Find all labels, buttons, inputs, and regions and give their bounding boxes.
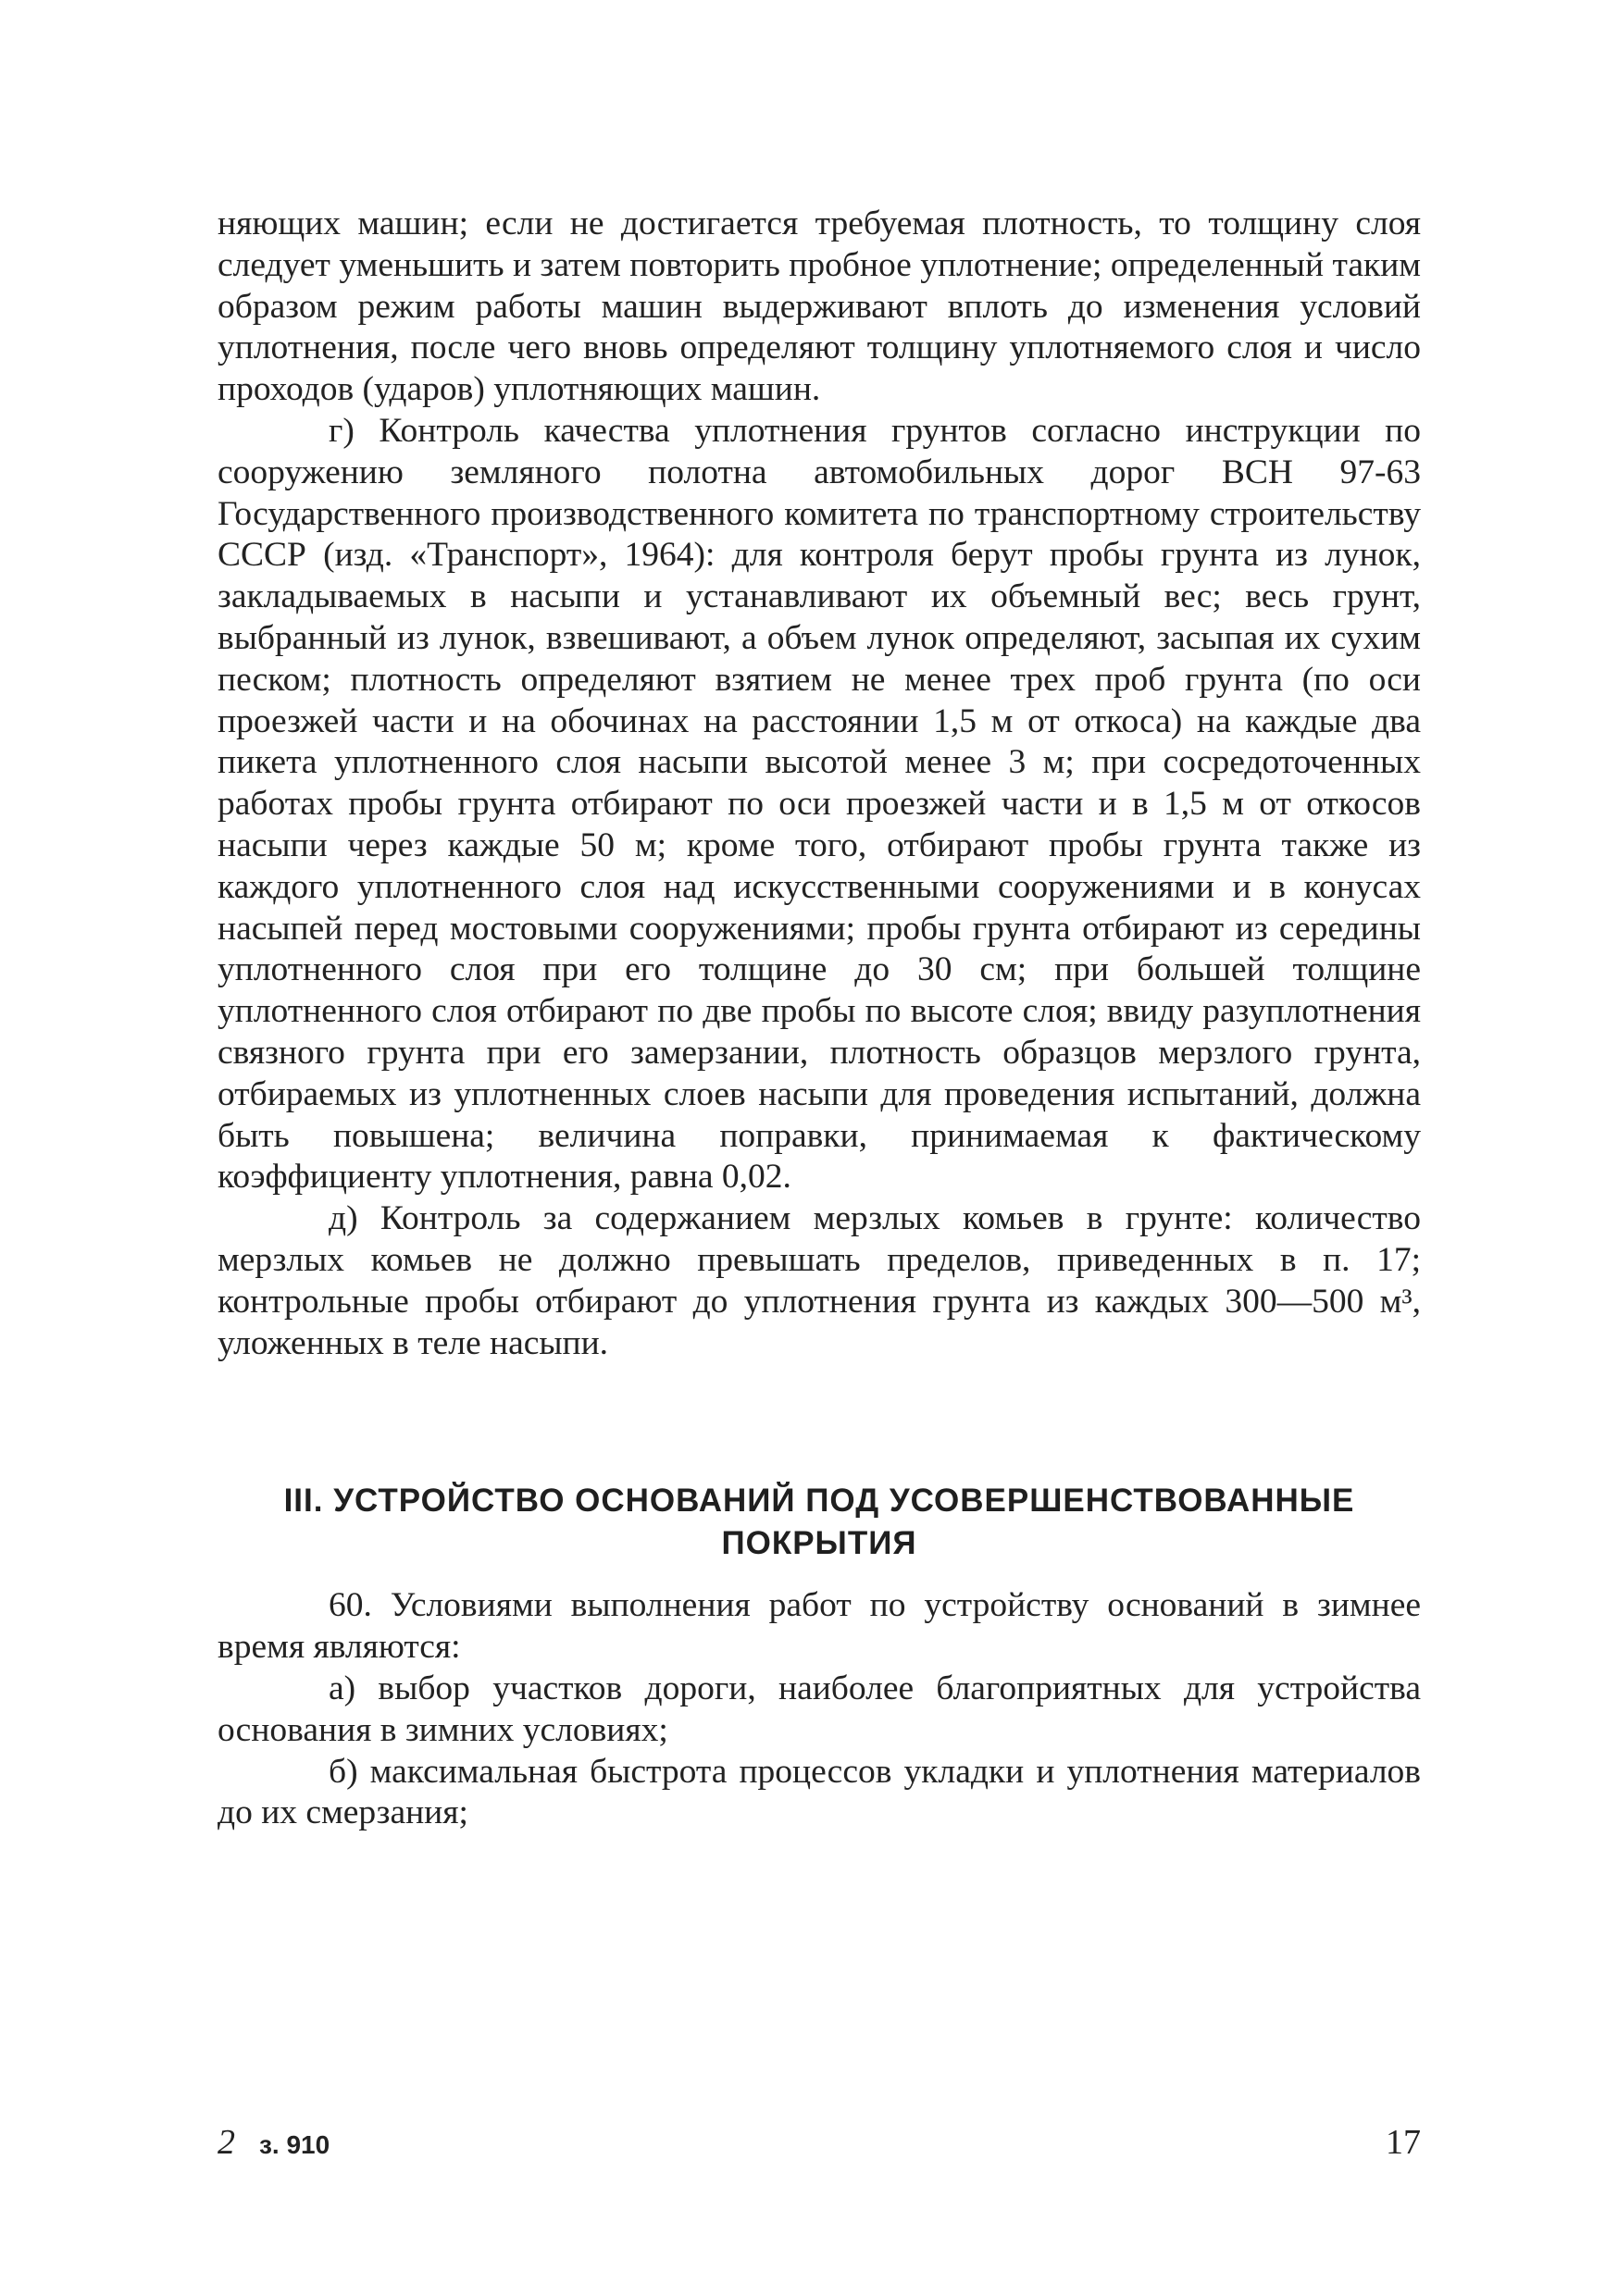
print-signature-group	[218, 2122, 330, 2163]
main-text	[218, 204, 1421, 1834]
paragraph-item-g: г) Контроль качества уплотнения грунтов согласно инструкции по сооружению земляного полотна автомобильных дорог ВСН 97-63 Государственного производственного комитета по транспортному строительству СССР (изд. «Транспорт», 1964): для контроля берут пробы грунта из лунок, закладываемых в насыпи и устанавливают их объемный вес; весь грунт, выбранный из лунок, взвешивают, а объем лунок определяют, засыпая их сухим песком; плотность определяют взятием не менее трех проб грунта (по оси проезжей части и на обочинах на расстоянии 1,5 м от откоса) на каждые два пикета уплотненного слоя насыпи высотой менее 3 м; при сосредоточенных работах пробы грунта отбирают по оси проезжей части и в 1,5 м от откосов насыпи через каждые 50 м; кроме того, отбирают пробы грунта также из каждого уплотненного слоя над искусственными сооружениями и в конусах насыпей перед мостовыми сооружениями; пробы грунта отбирают из середины уплотненного слоя при его толщине до 30 см; при большей толщине уплотненного слоя отбирают по две пробы по высоте слоя; ввиду разуплотнения связного грунта при его замерзании, плотность образцов мерзлого грунта, отбираемых из уплотненных слоев насыпи для проведения испытаний, должна быть повышена; величина поправки, принимаемая к фактическому коэффициенту уплотнения, равна 0,02.	[218, 411, 1421, 1197]
page-footer	[218, 2122, 1421, 2168]
page-number: 17	[1386, 2123, 1421, 2162]
section-heading: III. УСТРОЙСТВО ОСНОВАНИЙ ПОД УСОВЕРШЕНСТВОВАННЫЕ ПОКРЫТИЯ	[283, 1483, 1355, 1562]
paragraph-continuation: няющих машин; если не достигается требуемая плотность, то толщину слоя следует уменьшить и затем повторить пробное уплотнение; определенный таким образом режим работы машин выдерживают вплоть до изменения условий уплотнения, после чего вновь определяют толщину уплотняемого слоя и число проходов (ударов) уплотняющих машин.	[218, 205, 1421, 409]
print-order: з. 910	[259, 2130, 330, 2159]
print-signature: 2	[218, 2123, 235, 2162]
paragraph-item-d: д) Контроль за содержанием мерзлых комьев в грунте: количество мерзлых комьев не должно превышать пределов, приведенных в п. 17; контрольные пробы отбирают до уплотнения грунта из каждых 300—500 м³, уложенных в теле насыпи.	[218, 1199, 1421, 1362]
paragraph-item-b: б) максимальная быстрота процессов укладки и уплотнения материалов до их смерзания;	[218, 1752, 1421, 1832]
paragraph-item-a: а) выбор участков дороги, наиболее благоприятных для устройства основания в зимних условиях;	[218, 1669, 1421, 1749]
paragraph-60: 60. Условиями выполнения работ по устройству оснований в зимнее время являются:	[218, 1586, 1421, 1667]
